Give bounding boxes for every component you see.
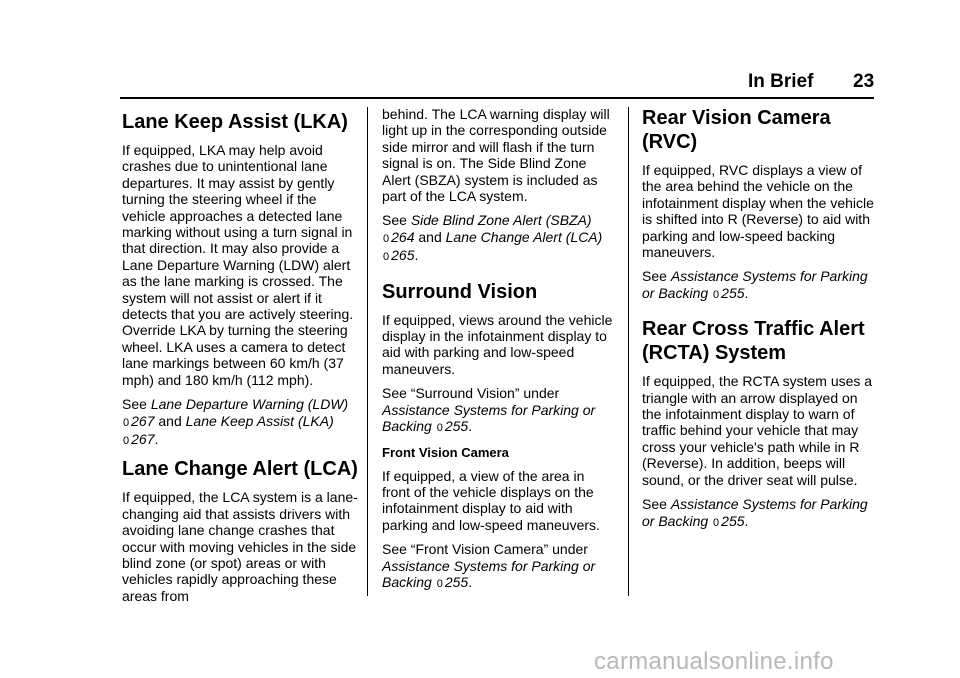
section-title: In Brief bbox=[748, 71, 814, 92]
xref-page-267[interactable]: 267 bbox=[131, 412, 155, 429]
heading-front-vision-camera: Front Vision Camera bbox=[382, 444, 509, 460]
xref-page-264[interactable]: 264 bbox=[391, 228, 415, 245]
front-vision-camera-see-also: See “Front Vision Camera” under Assistance Systems for Parking or Backing 0 255. bbox=[382, 541, 596, 590]
page-ref-arrow-icon: 0 bbox=[436, 422, 443, 435]
xref-page-255[interactable]: 255 bbox=[444, 418, 469, 435]
front-vision-camera-paragraph: If equipped, a view of the area in front of the vehicle displays on the infotainment display to aid with parking and low-speed maneuvers. bbox=[382, 467, 600, 533]
heading-rear-vision-camera: Rear Vision Camera (RVC) bbox=[642, 107, 831, 153]
xref-page-265[interactable]: 265 bbox=[391, 247, 415, 264]
xref-page-255[interactable]: 255 bbox=[444, 573, 469, 590]
lka-see-also: See Lane Departure Warning (LDW) 0 267 and Lane Keep Assist (LKA) 0 267. bbox=[122, 396, 349, 447]
heading-rear-cross-traffic-alert: Rear Cross Traffic Alert (RCTA) System bbox=[642, 318, 865, 365]
rvc-paragraph: If equipped, RVC displays a view of the area behind the vehicle on the infotainment display when the vehicle is shifted into R (Reverse) to aid with parking and low-speed backing maneuvers. bbox=[642, 162, 874, 261]
xref-assistance-systems-parking[interactable]: Assistance Systems for Parking or Backing bbox=[642, 496, 868, 529]
lca-paragraph-continued: behind. The LCA warning display will light up in the corresponding outside side mirror and will flash if the turn signal is on. The Side Blind Zone Alert (SBZA) system is included as part of the LCA system. bbox=[382, 106, 610, 205]
column-3 bbox=[642, 106, 878, 539]
column-2 bbox=[382, 106, 614, 600]
page-ref-arrow-icon: 0 bbox=[123, 416, 130, 429]
column-divider-1 bbox=[367, 107, 368, 596]
xref-lane-keep-assist[interactable]: Lane Keep Assist (LKA) bbox=[185, 412, 334, 429]
surround-vision-paragraph: If equipped, views around the vehicle display in the infotainment display to aid with parking and low-speed maneuvers. bbox=[382, 311, 613, 377]
page-ref-arrow-icon: 0 bbox=[383, 232, 390, 245]
heading-lane-change-alert: Lane Change Alert (LCA) bbox=[122, 458, 358, 481]
xref-lane-departure-warning[interactable]: Lane Departure Warning (LDW) bbox=[150, 396, 349, 413]
xref-assistance-systems-parking[interactable]: Assistance Systems for Parking or Backing bbox=[382, 401, 596, 435]
xref-side-blind-zone-alert[interactable]: Side Blind Zone Alert (SBZA) bbox=[410, 212, 592, 229]
page-ref-arrow-icon: 0 bbox=[713, 516, 720, 529]
page-ref-arrow-icon: 0 bbox=[123, 434, 130, 447]
xref-assistance-systems-parking[interactable]: Assistance Systems for Parking or Backing bbox=[382, 557, 596, 590]
watermark: carmanualsonline.info bbox=[594, 648, 834, 675]
xref-assistance-systems-parking[interactable]: Assistance Systems for Parking or Backing bbox=[642, 268, 868, 301]
page-ref-arrow-icon: 0 bbox=[713, 288, 720, 301]
page-number: 23 bbox=[853, 71, 875, 92]
heading-lane-keep-assist: Lane Keep Assist (LKA) bbox=[122, 111, 348, 133]
xref-page-255[interactable]: 255 bbox=[721, 284, 745, 301]
page-ref-arrow-icon: 0 bbox=[436, 577, 443, 590]
header-rule bbox=[120, 97, 874, 99]
heading-surround-vision: Surround Vision bbox=[382, 280, 538, 303]
rvc-see-also: See Assistance Systems for Parking or Backing 0 255. bbox=[642, 268, 868, 301]
rcta-see-also: See Assistance Systems for Parking or Backing 0 255. bbox=[642, 496, 868, 529]
xref-page-267[interactable]: 267 bbox=[131, 430, 155, 447]
rcta-paragraph: If equipped, the RCTA system uses a triangle with an arrow displayed on the infotainment display to warn of traffic behind your vehicle that may cross your vehicle's path while in R (Reverse). In addition, beeps will sound, or the driver seat will pulse. bbox=[642, 373, 873, 488]
page-ref-arrow-icon: 0 bbox=[383, 251, 390, 264]
lca-paragraph: If equipped, the LCA system is a lane-changing aid that assists drivers with avoiding lane change crashes that occur with moving vehicles in the side blind zone (or spot) areas or with vehicles rapidly approaching these areas from bbox=[122, 489, 358, 604]
lca-see-also: See Side Blind Zone Alert (SBZA) 0 264 and Lane Change Alert (LCA) 0 265. bbox=[382, 212, 603, 264]
surround-vision-see-also: See “Surround Vision” under Assistance Systems for Parking or Backing 0 255. bbox=[382, 385, 596, 435]
column-1 bbox=[122, 106, 358, 612]
lka-paragraph: If equipped, LKA may help avoid crashes due to unintentional lane departures. It may assist by gently turning the steering wheel if the vehicle approaches a detected lane marking without using a turn signal in that direction. It may also provide a Lane Departure Warning (LDW) alert as the lane marking is crossed. The system will not assist or alert if it detects that you are actively steering. Override LKA by turning the steering wheel. LKA uses a camera to detect lane markings between 60 km/h (37 mph) and 180 km/h (112 mph). bbox=[122, 142, 354, 388]
xref-lane-change-alert[interactable]: Lane Change Alert (LCA) bbox=[445, 228, 603, 245]
xref-page-255[interactable]: 255 bbox=[721, 512, 745, 529]
column-divider-2 bbox=[628, 107, 629, 596]
